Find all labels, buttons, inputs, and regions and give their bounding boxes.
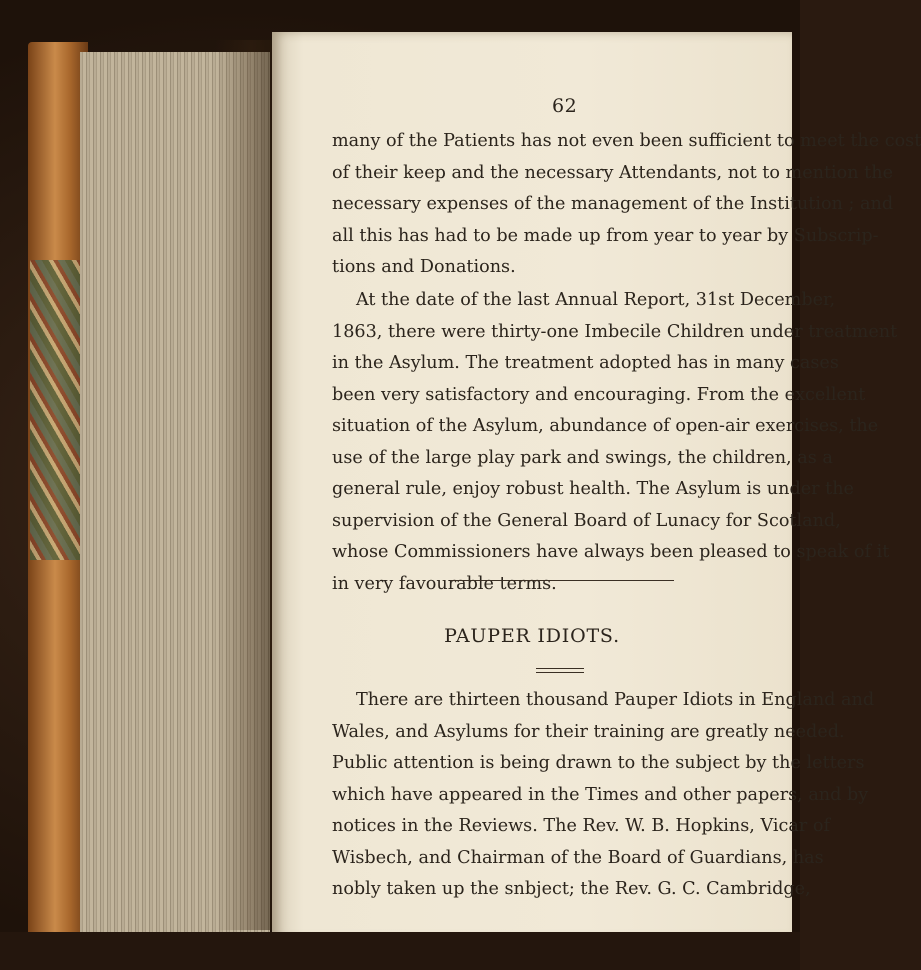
page-number: 62	[552, 95, 578, 117]
scan-bottom-edge	[0, 932, 800, 970]
paragraph-2	[332, 285, 898, 600]
text-line: tions and Donations.	[332, 257, 516, 277]
text-line: whose Commissioners have always been pleased to speak of it	[332, 542, 890, 562]
text-line: There are thirteen thousand Pauper Idiots in England and	[356, 690, 875, 710]
text-line: Public attention is being drawn to the subject by the letters	[332, 753, 865, 773]
section-divider	[450, 580, 674, 581]
paragraph-3	[332, 685, 875, 906]
text-line: supervision of the General Board of Lunacy for Scotland,	[332, 510, 841, 531]
text-line: in very favourable terms.	[332, 573, 557, 594]
text-line: general rule, enjoy robust health. The Asylum is under the	[332, 479, 854, 499]
book-page	[272, 32, 921, 940]
text-line: nobly taken up the snbject; the Rev. G. C. Cambridge,	[332, 879, 811, 899]
text-line: At the date of the last Annual Report, 31st December,	[356, 290, 836, 310]
text-line: use of the large play park and swings, the children, as a	[332, 447, 833, 468]
text-line: all this has had to be made up from year to year by Subscrip-	[332, 225, 879, 246]
text-line: situation of the Asylum, abundance of open-air exercises, the	[332, 416, 879, 436]
paragraph-1	[332, 126, 921, 284]
section-heading: PAUPER IDIOTS.	[444, 625, 620, 647]
text-line: been very satisfactory and encouraging. From the excellent	[332, 384, 866, 405]
text-line: which have appeared in the Times and other papers, and by	[332, 784, 869, 805]
marbled-endpaper	[30, 260, 86, 560]
text-line: in the Asylum. The treatment adopted has in many cases	[332, 353, 839, 373]
text-line: Wisbech, and Chairman of the Board of Guardians, has	[332, 847, 824, 868]
text-line: of their keep and the necessary Attendants, not to mention the	[332, 162, 893, 183]
text-line: 1863, there were thirty-one Imbecile Children under treatment	[332, 321, 898, 342]
text-line: Wales, and Asylums for their training are greatly needed.	[332, 721, 845, 742]
text-line: notices in the Reviews. The Rev. W. B. Hopkins, Vicar of	[332, 816, 830, 836]
gutter-shadow	[215, 40, 275, 930]
text-line: necessary expenses of the management of the Institution ; and	[332, 194, 894, 214]
text-line: many of the Patients has not even been sufficient to meet the cost	[332, 131, 921, 151]
heading-double-rule	[536, 668, 584, 673]
